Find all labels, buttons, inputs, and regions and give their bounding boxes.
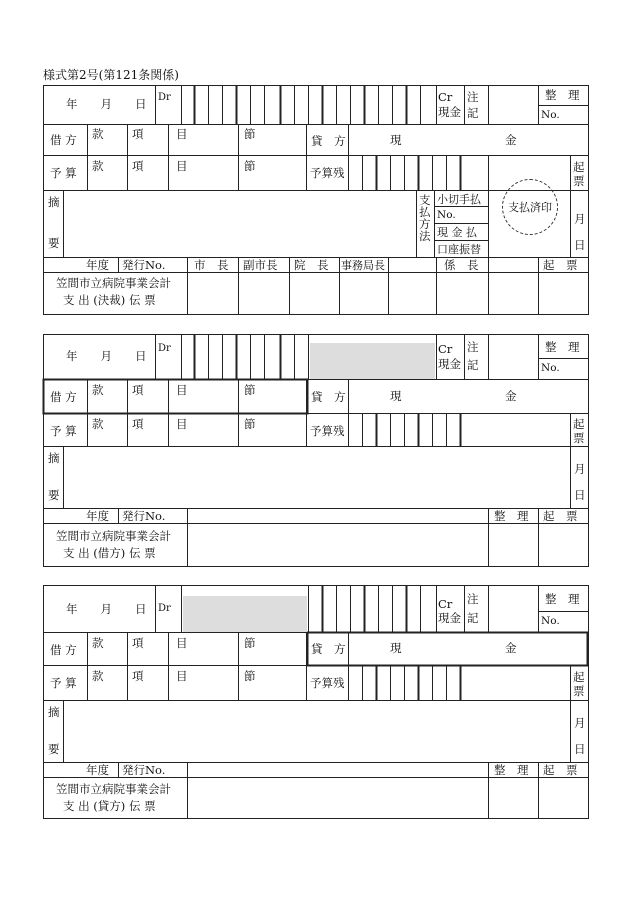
form-title-line2: 支 出 (借方) 伝 票: [63, 546, 156, 560]
moku-label: 目: [176, 417, 188, 431]
tsuki-label: 月: [574, 462, 586, 476]
cr-label: Cr: [438, 90, 453, 104]
genkinbarai-label: 現 金 払: [437, 226, 477, 239]
note-label-2: 記: [467, 106, 479, 120]
teki-label: 摘: [48, 451, 60, 465]
nendo-label: 年度: [86, 258, 109, 272]
teki-label: 摘: [48, 195, 60, 209]
form-title-line2: 支 出 (貸方) 伝 票: [63, 799, 156, 813]
seiri-label: 整 理: [545, 592, 580, 606]
nendo-label: 年度: [86, 763, 109, 777]
credit-label: 貸 方: [311, 134, 346, 148]
cash-label: 現金: [438, 611, 461, 625]
you-label: 要: [48, 488, 60, 502]
date-label: 年 月 日: [66, 602, 147, 616]
kihyo2-label: 起 票: [543, 258, 578, 272]
hi-label: 日: [574, 488, 586, 502]
paid-stamp: 支払済印: [502, 179, 558, 235]
kan-label: 款: [92, 159, 104, 173]
form-title-line1: 笠間市立病院事業会計: [56, 782, 171, 796]
kou-label: 項: [132, 669, 144, 683]
koza-label: 口座振替: [437, 243, 481, 256]
kou-label: 項: [132, 417, 144, 431]
nendo-label: 年度: [86, 509, 109, 523]
jimukyokucho-label: 事務局長: [341, 259, 385, 272]
pay-method-label: 支払方法: [419, 193, 431, 243]
hi-label: 日: [574, 742, 586, 756]
genkin-label: 現 金: [390, 133, 517, 147]
hakko-label: 発行No.: [122, 763, 166, 777]
yosanzan-label: 予算残: [310, 676, 345, 690]
note-label-2: 記: [467, 611, 479, 625]
debit-label: 借 方: [50, 643, 77, 657]
kihyo2-label: 起 票: [543, 763, 578, 777]
no-label: No.: [541, 362, 560, 374]
hi-label: 日: [574, 238, 586, 252]
yosan-label: 予 算: [50, 676, 77, 690]
note-label-2: 記: [467, 358, 479, 372]
seiri-label: 整 理: [545, 88, 580, 102]
setsu-label: 節: [244, 383, 256, 397]
no-label: No.: [541, 615, 560, 627]
cr-label: Cr: [438, 597, 453, 611]
fukushicho-label: 副市長: [243, 258, 278, 272]
form-title-line1: 笠間市立病院事業会計: [56, 529, 171, 543]
seiri2-label: 整 理: [494, 509, 529, 523]
seiri-label: 整 理: [545, 340, 580, 354]
credit-label: 貸 方: [311, 642, 346, 656]
moku-label: 目: [176, 127, 188, 141]
kogitte-label: 小切手払: [437, 193, 481, 206]
dr-label: Dr: [158, 603, 171, 614]
credit-label: 貸 方: [311, 390, 346, 404]
dr-label: Dr: [158, 343, 171, 354]
date-label: 年 月 日: [66, 349, 147, 363]
note-label-1: 注: [467, 90, 479, 104]
setsu-label: 節: [244, 417, 256, 431]
no-label: No.: [541, 109, 560, 121]
kan-label: 款: [92, 417, 104, 431]
setsu-label: 節: [244, 127, 256, 141]
form-title-line1: 笠間市立病院事業会計: [56, 276, 171, 290]
hakko-label: 発行No.: [122, 258, 166, 272]
moku-label: 目: [176, 636, 188, 650]
debit-label: 借 方: [50, 390, 77, 404]
form-title-line2: 支 出 (決裁) 伝 票: [63, 293, 156, 307]
kihyo-label: 起票: [573, 670, 585, 698]
form-number-header: 様式第2号(第121条関係): [43, 68, 179, 82]
kan-label: 款: [92, 669, 104, 683]
yosan-label: 予 算: [50, 424, 77, 438]
yosanzan-label: 予算残: [310, 424, 345, 438]
kihyo-label: 起票: [573, 417, 585, 445]
note-label-1: 注: [467, 340, 479, 354]
teki-label: 摘: [48, 705, 60, 719]
kan-label: 款: [92, 383, 104, 397]
date-label: 年 月 日: [66, 97, 147, 111]
shaded-cell: [183, 596, 307, 632]
incho-label: 院 長: [294, 258, 329, 272]
moku-label: 目: [176, 669, 188, 683]
seiri2-label: 整 理: [494, 763, 529, 777]
no2-label: No.: [437, 209, 456, 221]
hakko-label: 発行No.: [122, 509, 166, 523]
kou-label: 項: [132, 127, 144, 141]
shaded-cell: [310, 343, 435, 379]
kakaricho-label: 係 長: [444, 258, 479, 272]
you-label: 要: [48, 236, 60, 250]
tsuki-label: 月: [574, 212, 586, 226]
cash-label: 現金: [438, 105, 461, 119]
dr-label: Dr: [158, 92, 171, 103]
kou-label: 項: [132, 383, 144, 397]
moku-label: 目: [176, 159, 188, 173]
kou-label: 項: [132, 636, 144, 650]
you-label: 要: [48, 742, 60, 756]
note-label-1: 注: [467, 592, 479, 606]
kan-label: 款: [92, 127, 104, 141]
kan-label: 款: [92, 636, 104, 650]
cr-label: Cr: [438, 342, 453, 356]
moku-label: 目: [176, 383, 188, 397]
kihyo2-label: 起 票: [543, 509, 578, 523]
setsu-label: 節: [244, 636, 256, 650]
setsu-label: 節: [244, 669, 256, 683]
kou-label: 項: [132, 159, 144, 173]
genkin-label: 現 金: [390, 641, 517, 655]
genkin-label: 現 金: [390, 389, 517, 403]
yosan-label: 予 算: [50, 166, 77, 180]
yosanzan-label: 予算残: [310, 166, 345, 180]
debit-label: 借 方: [50, 133, 77, 147]
kihyo-label: 起票: [573, 160, 585, 188]
shicho-label: 市 長: [194, 258, 229, 272]
setsu-label: 節: [244, 159, 256, 173]
cash-label: 現金: [438, 357, 461, 371]
tsuki-label: 月: [574, 716, 586, 730]
